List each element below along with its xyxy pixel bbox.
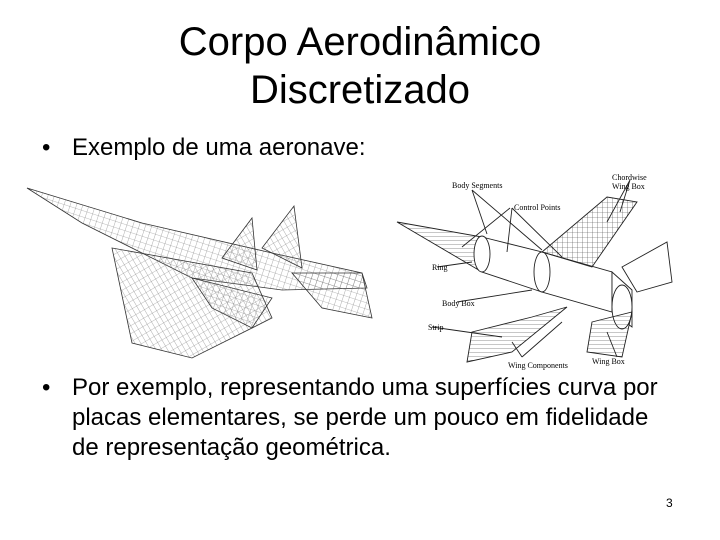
slide-title: [0, 18, 720, 114]
bullet-item-1: [42, 133, 682, 165]
ring-shape: [474, 236, 490, 272]
label-wing-box: Wing Box: [592, 357, 625, 366]
title-line-2: Discretizado: [249, 68, 471, 112]
bullet-text-1: Exemplo de uma aeronave:: [72, 134, 366, 161]
label-strip: Strip: [428, 323, 444, 332]
bullet-dot: •: [42, 374, 51, 401]
title-line-1: Corpo Aerodinâmico: [178, 20, 542, 64]
label-ring: Ring: [432, 263, 448, 272]
horizontal-tail-mesh: [292, 273, 372, 318]
label-body-segments: Body Segments: [452, 181, 503, 190]
bullet-text-2: Por exemplo, representando uma superfícies curva por placas elementares, se perde um pouco em fidelidade de representação geométrica.: [72, 374, 658, 461]
bullet-dot: •: [42, 134, 51, 161]
body-segment: [482, 237, 542, 292]
tail-horizontal: [587, 312, 632, 357]
tail-fin: [622, 242, 672, 292]
label-chordwise-1: Chordwise: [612, 173, 647, 182]
aircraft-mesh-figure: [22, 178, 392, 378]
panel-model-figure: [392, 172, 698, 372]
label-wing-components: Wing Components: [508, 361, 568, 370]
bullet-item-2: [42, 373, 662, 513]
label-body-box: Body Box: [442, 299, 475, 308]
page-number: 3: [666, 496, 673, 510]
label-control-points: Control Points: [514, 203, 561, 212]
label-chordwise-2: Wing Box: [612, 182, 645, 191]
